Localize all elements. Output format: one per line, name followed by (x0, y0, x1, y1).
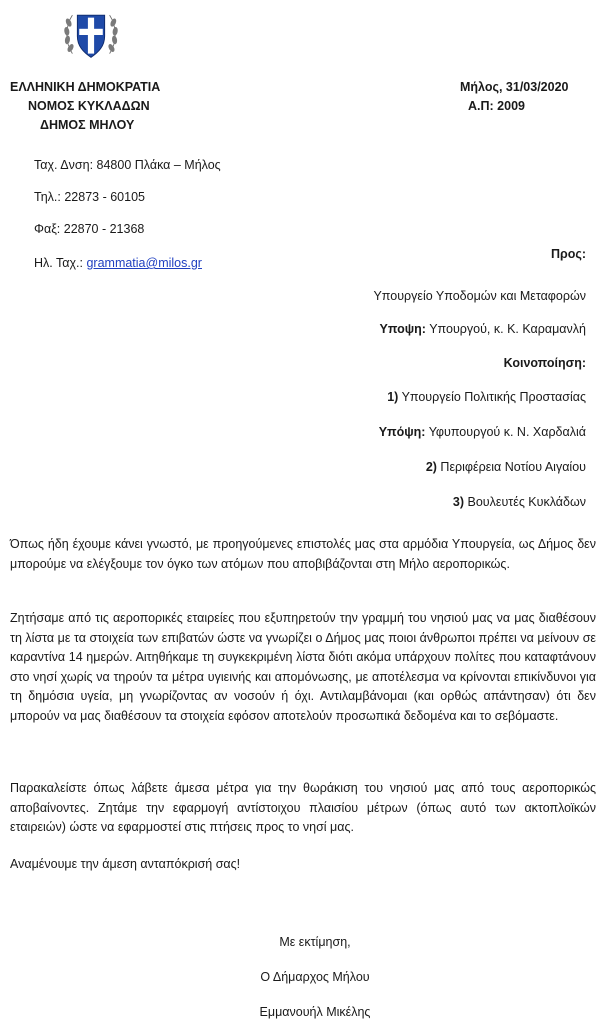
body-paragraph-2: Ζητήσαμε από τις αεροπορικές εταιρείες που εξυπηρετούν την γραμμή του νησιού μας να μας διαθέσουν τη λίστα με τα στοιχεία των επιβατών ώστε να γνωρίζει ο Δήμος μας ποιοι άνθρωποι πρέπει να μείνουν σε καραντίνα 14 ημερών. Αιτηθήκαμε τη συγκεκριμένη λίστα διότι ακόμα υπάρχουν πολίτες που καταφτάνουν στο νησί χωρίς να τηρούν τα μέτρα υγιεινής και απομόνωσης, με αποτέλεσμα να κρίνονται επικίνδυνοι για τη δημόσια υγεία, μη γνωρίζοντας αν νοσούν ή όχι. Αντιλαμβάνομαι (και ορθώς απάντησαν) ότι δεν μπορούν να μας διαθέσουν τα στοιχεία εφόσον αποτελούν προσωπικά δεδομένα και το σεβόμαστε. (10, 611, 596, 723)
issuer-line-municipality: ΔΗΜΟΣ ΜΗΛΟΥ (40, 118, 135, 132)
signature-closing: Με εκτίμηση, (279, 935, 351, 949)
signature-name: Εμμανουήλ Μικέλης (259, 1005, 371, 1019)
contact-email-label: Ηλ. Ταχ.: (34, 256, 87, 270)
issuer-line-prefecture: ΝΟΜΟΣ ΚΥΚΛΑΔΩΝ (28, 99, 150, 113)
letter-date: Μήλος, 31/03/2020 (460, 80, 569, 94)
cc-attention-2: Υπόψη: Υφυπουργού κ. Ν. Χαρδαλιά (378, 425, 586, 439)
body-paragraph-4: Αναμένουμε την άμεση ανταπόκρισή σας! (10, 857, 241, 871)
recipient-to-label: Προς: (550, 247, 586, 261)
date-block (460, 78, 600, 116)
recipient-to: Υπουργείο Υποδομών και Μεταφορών (373, 289, 586, 303)
hellenic-emblem-icon (60, 4, 122, 66)
cc-item-2: 2) Περιφέρεια Νοτίου Αιγαίου (425, 460, 586, 474)
recipient-attention-1: Υποψη: Υπουργού, κ. Κ. Καραμανλή (379, 322, 586, 336)
contact-email-row (34, 256, 202, 270)
body-paragraph-1: Όπως ήδη έχουμε κάνει γνωστό, με προηγούμενες επιστολές μας στα αρμόδια Υπουργεία, ως Δήμος δεν μπορούμε να ελέγξουμε τον όγκο των ατόμων που αποβιβάζονται στη Μήλο αεροπορικώς. (10, 537, 596, 571)
issuer-line-republic: ΕΛΛΗΝΙΚΗ ΔΗΜΟΚΡΑΤΙΑ (10, 80, 161, 94)
cc-label: Κοινοποίηση: (503, 356, 586, 370)
contact-email-link[interactable]: grammatia@milos.gr (86, 256, 202, 270)
cc-item-3: 3) Βουλευτές Κυκλάδων (452, 495, 586, 509)
body-paragraph-3: Παρακαλείστε όπως λάβετε άμεσα μέτρα για την θωράκιση του νησιού μας από τους αεροπορικώς αποβαίνοντες. Ζητάμε την εφαρμογή αντίστοιχου πλαισίου μέτρων (όπως αυτό των ακτοπλοϊκών εταιρειών) ώστε να εφαρμοστεί στις πτήσεις προς το νησί μας. (10, 781, 596, 834)
contact-phone: Τηλ.: 22873 - 60105 (34, 190, 145, 204)
cc-item-1: 1) Υπουργείο Πολιτικής Προστασίας (387, 390, 586, 404)
contact-fax: Φαξ: 22870 - 21368 (34, 222, 145, 236)
protocol-number: Α.Π: 2009 (468, 99, 525, 113)
contact-address: Ταχ. Δνση: 84800 Πλάκα – Μήλος (34, 158, 221, 172)
issuer-block (10, 78, 250, 135)
signature-title: Ο Δήμαρχος Μήλου (260, 970, 370, 984)
